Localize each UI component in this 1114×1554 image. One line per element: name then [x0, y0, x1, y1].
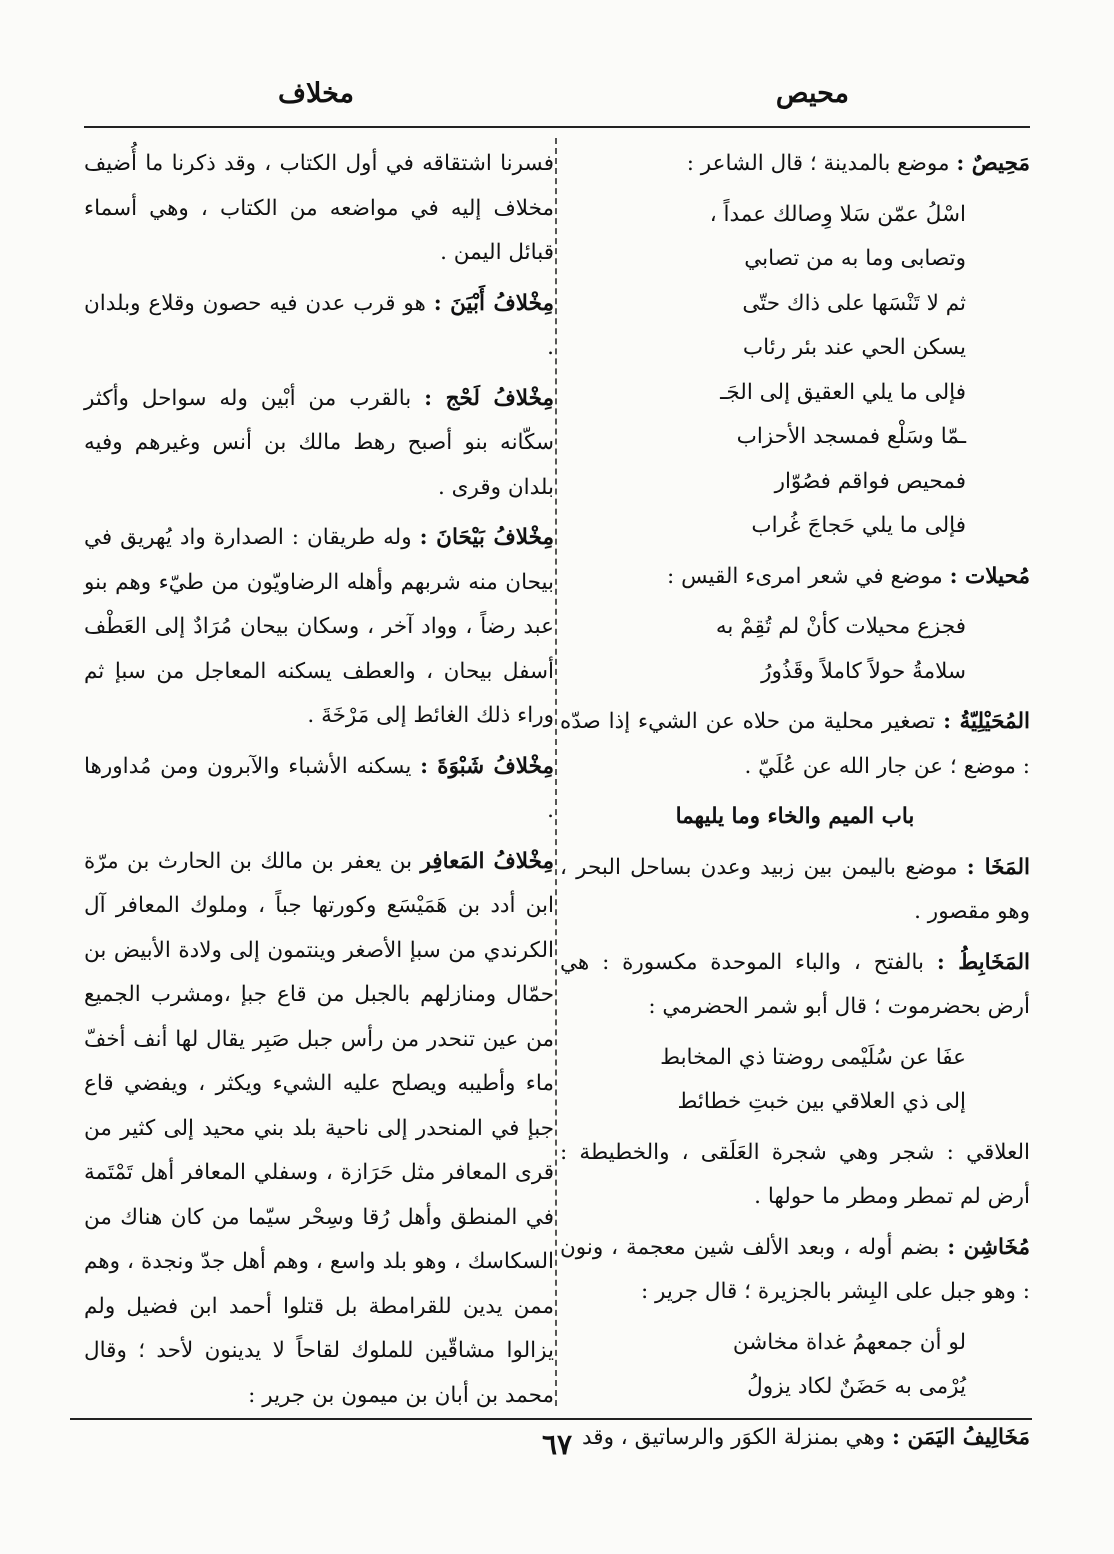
gloss-text: العلاقي : شجر وهي شجرة العَلَقى ، والخطيطة : أرض لم تمطر ومطر ما حولها . — [560, 1139, 1030, 1209]
verse-line: ـمّا وسَلْع فمسجد الأحزاب — [736, 424, 966, 449]
entry-term: مُحيلات : — [949, 563, 1030, 589]
verse-line: فمحيص فواقم فصُوّار — [774, 468, 966, 494]
entry-text: يسكنه الأشباء والآبرون ومن مُداورها . — [84, 753, 554, 823]
entry-mikhlaf-al-maafir — [84, 840, 554, 1419]
verse-line: عفَا عن سُلَيْمى روضتا ذي المخابط — [660, 1044, 966, 1070]
entry-term: مِخْلافُ أَبْيَنَ : — [433, 290, 554, 316]
entry-text: وله طريقان : الصدارة واد يُهريق في بيحان منه شربهم وأهله الرضاويّون من طيّء وهم بنو عبد رضاً ، وواد آخر ، وسكان بيحان مُرَادٌ إلى العَطْف أسفل بيحان ، والعطف يسكنه المعاجل من سبإ ثم وراء ذلك الغائط إلى مَرْخَةَ . — [84, 525, 554, 728]
entry-text: موضع في شعر امرىء القيس : — [667, 563, 943, 589]
entry-term: مَخَالِيفُ اليَمَن : — [892, 1424, 1030, 1450]
poem — [560, 1321, 1030, 1410]
verse-line: ثم لا تَنْسَها على ذاك حتّى — [742, 290, 966, 316]
verse-line: فإلى ما يلي حَجاجَ غُراب — [751, 513, 966, 538]
right-column — [560, 142, 1030, 1450]
running-header-left: مخلاف — [278, 78, 354, 109]
verse-line: لو أن جمعهمُ غداة مخاشن — [732, 1329, 966, 1355]
entry-term: المُحَيْلِيّةُ : — [943, 709, 1030, 734]
entry-mikhlaf-bayhan — [84, 516, 554, 739]
entry-mikhlaf-shabwa — [84, 745, 554, 834]
entry-text: بن يعفر بن مالك بن الحارث بن مرّة ابن أدد بن هَمَيْسَع وكورتها جباً ، وملوك المعافر آل الكرندي من سبإ الأصغر وينتمون إلى ولادة الأبيض بن حمّال ومنازلهم بالجبل من قاع جبإ ،ومشرب الجميع من عين تنحدر من رأس جبل صَبِر يقال لها أنف أخفّ ماء وأطيبه ويصلح عليه الشيء ويكثر ، ويفضي قاع جبإ في المنحدر إلى ناحية بلد بني محيد إلى كثير من قرى المعافر مثل حَرَازة ، وسفلي المعافر أهل تَمْتَمة في المنطق وأهل رُقا وسِحْر سيّما من كان هناك من السكاسك ، وهو بلد واسع ، وهم أهل جدّ ونجدة ، وهم ممن يدين للقرامطة بل قتلوا أحمد ابن فضيل ولم يزالوا مشاقّين للملوك لقاحاً لا يدينون لأحد ؛ وقال محمد بن أبان بن ميمون بن جرير : — [84, 848, 554, 1408]
verse-line: يُرْمى به حَضَنٌ لكاد يزولُ — [747, 1374, 966, 1399]
poem — [560, 1036, 1030, 1125]
entry-text: بالقرب من أبْين وله سواحل وأكثر سكّانه بنو أصبح رهط مالك بن أنس وغيرهم وفيه بلدان وقرى . — [84, 385, 554, 500]
entry-mikhlaf-lahj — [84, 377, 554, 511]
entry-term: المَخَابِطُ : — [936, 949, 1030, 975]
entry-al-makha — [560, 846, 1030, 935]
entry-mahis — [560, 142, 1030, 187]
verse-line: فإلى ما يلي العقيق إلى الجَـ — [720, 379, 966, 405]
verse-line: فجزع محيلات كأنْ لم تُقِمْ به — [715, 614, 966, 639]
column-divider — [555, 138, 557, 1406]
running-header-right: محيص — [775, 78, 849, 109]
entry-al-muhayliyya — [560, 700, 1030, 789]
entry-text: موضع بالمدينة ؛ قال الشاعر : — [686, 151, 950, 176]
entry-term: مِخْلافُ شَبْوَةَ : — [420, 753, 554, 779]
left-column — [84, 142, 554, 1408]
entry-term: مِخْلافُ المَعافِر — [420, 848, 554, 874]
entry-term: المَخَا : — [966, 854, 1030, 880]
entry-text: تصغير محلية من حلاه عن الشيء إذا صدّه : موضع ؛ عن جار الله عن عُلَيّ . — [560, 709, 1030, 779]
verse-line: سلامةُ حولاً كاملاً وقَذُورُ — [761, 658, 966, 684]
entry-muhaylat — [560, 555, 1030, 600]
entry-term: مِخْلافُ بَيْحَانَ : — [419, 525, 555, 550]
verse-line: اسْلُ عمّن سَلا وِصالك عمداً ، — [709, 201, 966, 227]
header-rule — [84, 126, 1030, 128]
footer-rule — [70, 1418, 1032, 1420]
section-title: باب الميم والخاء وما يليهما — [675, 804, 915, 829]
entry-term: مُخَاشِن : — [947, 1234, 1030, 1260]
entry-text: بالفتح ، والباء الموحدة مكسورة : هي أرض بحضرموت ؛ قال أبو شمر الحضرمي : — [560, 949, 1030, 1019]
entry-term: مِخْلافُ لَحْج : — [424, 385, 554, 411]
entry-term: مَحِيصٌ : — [956, 151, 1030, 176]
continued-text: فسرنا اشتقاقه في أول الكتاب ، وقد ذكرنا ما أُضيف مخلاف إليه في مواضعه من الكتاب ، وهي أسماء قبائل اليمن . — [84, 151, 554, 265]
entry-al-makhabit — [560, 941, 1030, 1030]
verse-line: يسكن الحي عند بئر رئاب — [742, 335, 966, 360]
entry-text: وهي بمنزلة الكوَر والرساتيق ، وقد — [582, 1424, 886, 1450]
entry-text: بضم أوله ، وبعد الألف شين معجمة ، ونون : وهو جبل على البِشر بالجزيرة ؛ قال جرير : — [560, 1234, 1030, 1304]
entry-mukhashin — [560, 1226, 1030, 1315]
entry-text: هو قرب عدن فيه حصون وقلاع وبلدان . — [84, 290, 554, 360]
poem — [560, 605, 1030, 694]
verse-line: إلى ذي العلاقي بين خبتِ خطائط — [677, 1089, 966, 1114]
entry-mikhlaf-abyan — [84, 282, 554, 371]
poem — [560, 193, 1030, 549]
entry-text: موضع باليمن بين زبيد وعدن بساحل البحر ، وهو مقصور . — [560, 854, 1030, 924]
verse-line: وتصابى وما به من تصابي — [744, 246, 966, 271]
page-number: ٦٧ — [541, 1428, 573, 1461]
